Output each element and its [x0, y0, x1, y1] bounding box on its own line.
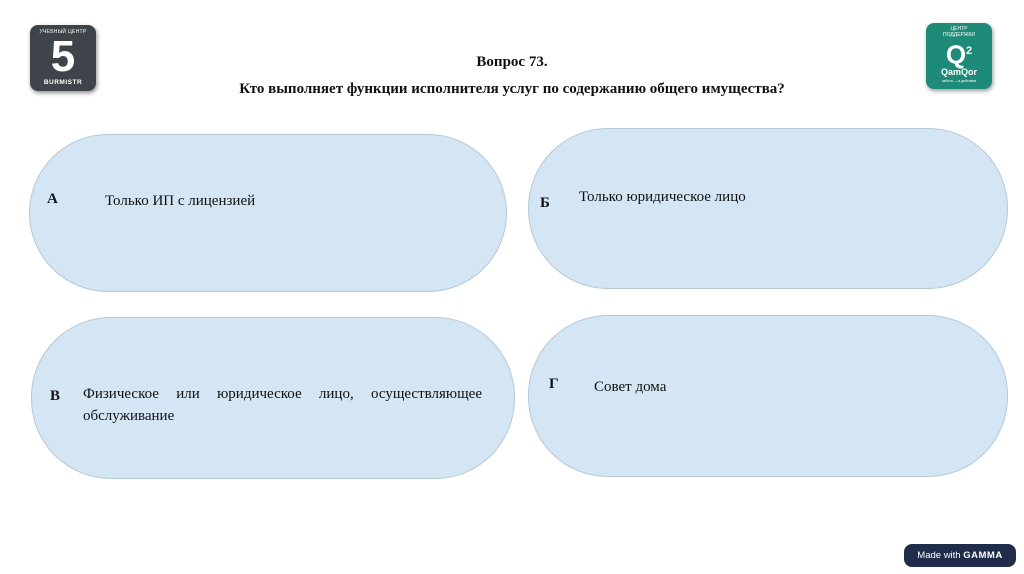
logo-brand: QamQor	[940, 67, 977, 77]
logo-number: 5	[50, 32, 76, 81]
answer-letter-g: Г	[549, 376, 559, 392]
answer-option-b[interactable]	[528, 128, 1008, 289]
logo-brand: BURMISTR	[43, 79, 83, 86]
answer-letter-a: А	[47, 191, 58, 207]
answer-text-v: Физическое или юридическое лицо, осуществляющее обслуживание	[83, 386, 482, 424]
logo-caption: УЧЕБНЫЙ ЦЕНТР	[39, 29, 87, 35]
answer-text-a: Только ИП с лицензией	[105, 193, 256, 209]
answer-text-b: Только юридическое лицо	[579, 189, 746, 205]
logo-caption-line2: ПОДДЕРЖКИ	[943, 32, 975, 38]
answer-option-a[interactable]	[29, 134, 507, 292]
answer-text-g: Совет дома	[594, 379, 667, 395]
answer-letter-b: Б	[540, 195, 550, 211]
made-with-gamma-badge[interactable]: Made with GAMMA	[904, 544, 1016, 567]
question-number: Вопрос 73.	[476, 54, 548, 70]
logo-tagline: забота — в действии	[941, 79, 977, 83]
question-text: Кто выполняет функции исполнителя услуг по содержанию общего имущества?	[239, 81, 785, 97]
logo-mark: $Q^2$	[945, 39, 973, 70]
logo-caption-line1: ЦЕНТР	[950, 26, 968, 32]
answer-letter-v: В	[50, 388, 61, 404]
